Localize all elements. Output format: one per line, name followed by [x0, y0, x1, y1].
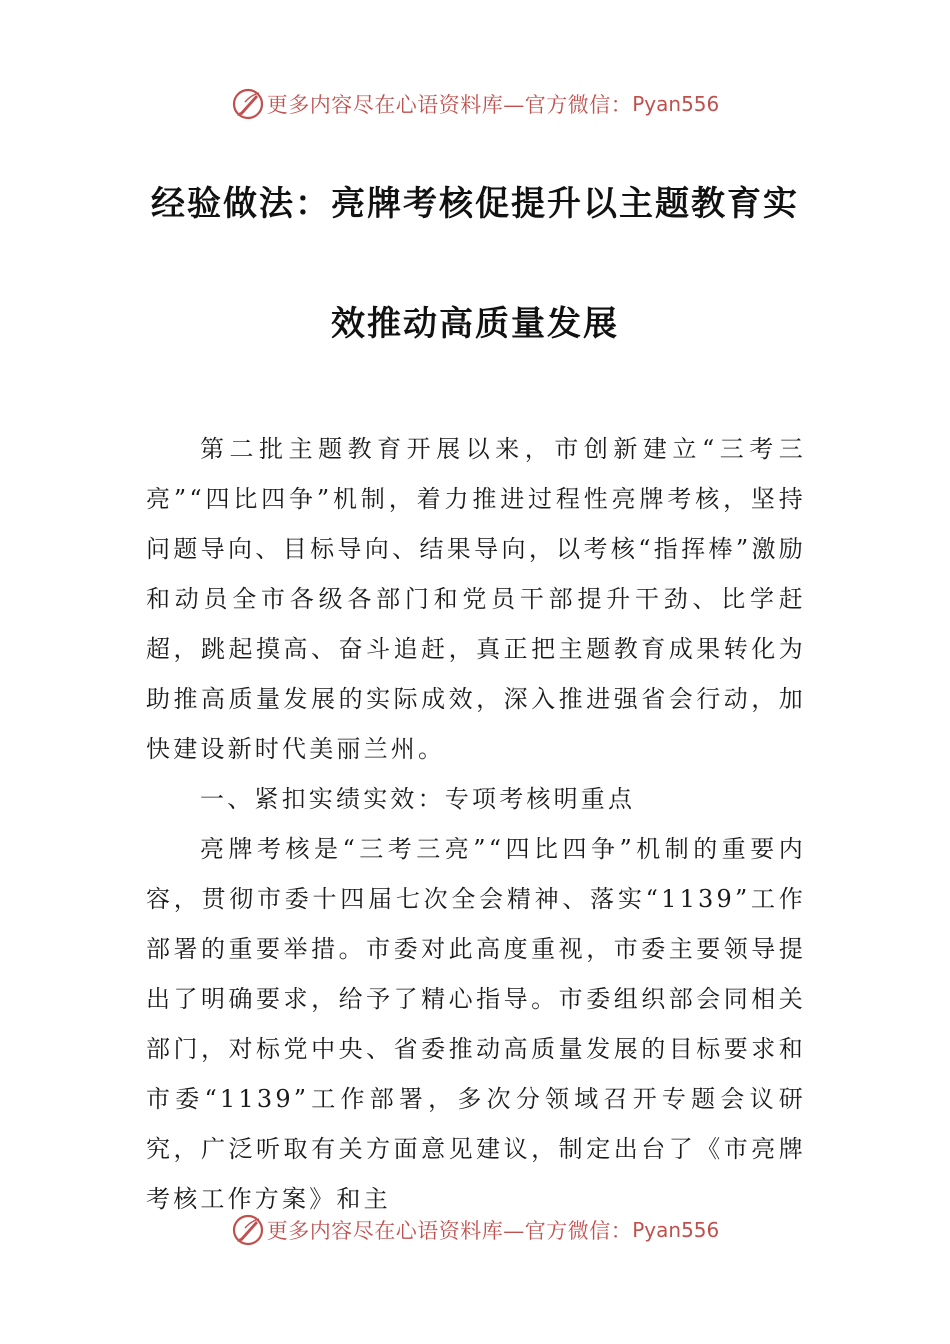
paragraph-section-1: 亮牌考核是“三考三亮”“四比四争”机制的重要内容，贯彻市委十四届七次全会精神、落实“1139”工作部署的重要举措。市委对此高度重视，市委主要领导提出了明确要求，给予了精心指导。市委组织部会同相关部门，对标党中央、省委推动高质量发展的目标要求和市委“1139”工作部署，多次分领域召开专题会议研究，广泛听取有关方面意见建议，制定出台了《市亮牌考核工作方案》和主 — [146, 835, 806, 1213]
header-wechat-id: Pyan556 — [632, 92, 720, 116]
document-body — [146, 424, 806, 1224]
document-title-line-2: 效推动高质量发展 — [331, 304, 619, 344]
quill-pen-logo-icon — [231, 1213, 265, 1247]
paragraph-intro: 第二批主题教育开展以来，市创新建立“三考三亮”“四比四争”机制，着力推进过程性亮牌考核，坚持问题导向、目标导向、结果导向，以考核“指挥棒”激励和动员全市各级各部门和党员干部提升干劲、比学赶超，跳起摸高、奋斗追赶，真正把主题教育成果转化为助推高质量发展的实际成效，深入推进强省会行动，加快建设新时代美丽兰州。 — [146, 435, 806, 763]
section-heading-1: 一、紧扣实绩实效：专项考核明重点 — [200, 785, 636, 813]
document-title-line-1: 经验做法：亮牌考核促提升以主题教育实 — [151, 184, 799, 224]
footer-banner-text: 更多内容尽在心语资料库—官方微信： — [266, 1219, 633, 1243]
header-banner-text: 更多内容尽在心语资料库—官方微信： — [266, 93, 633, 117]
footer-wechat-id: Pyan556 — [632, 1218, 720, 1242]
quill-pen-logo-icon — [231, 87, 265, 121]
header-banner — [0, 84, 950, 124]
footer-banner — [0, 1210, 950, 1250]
